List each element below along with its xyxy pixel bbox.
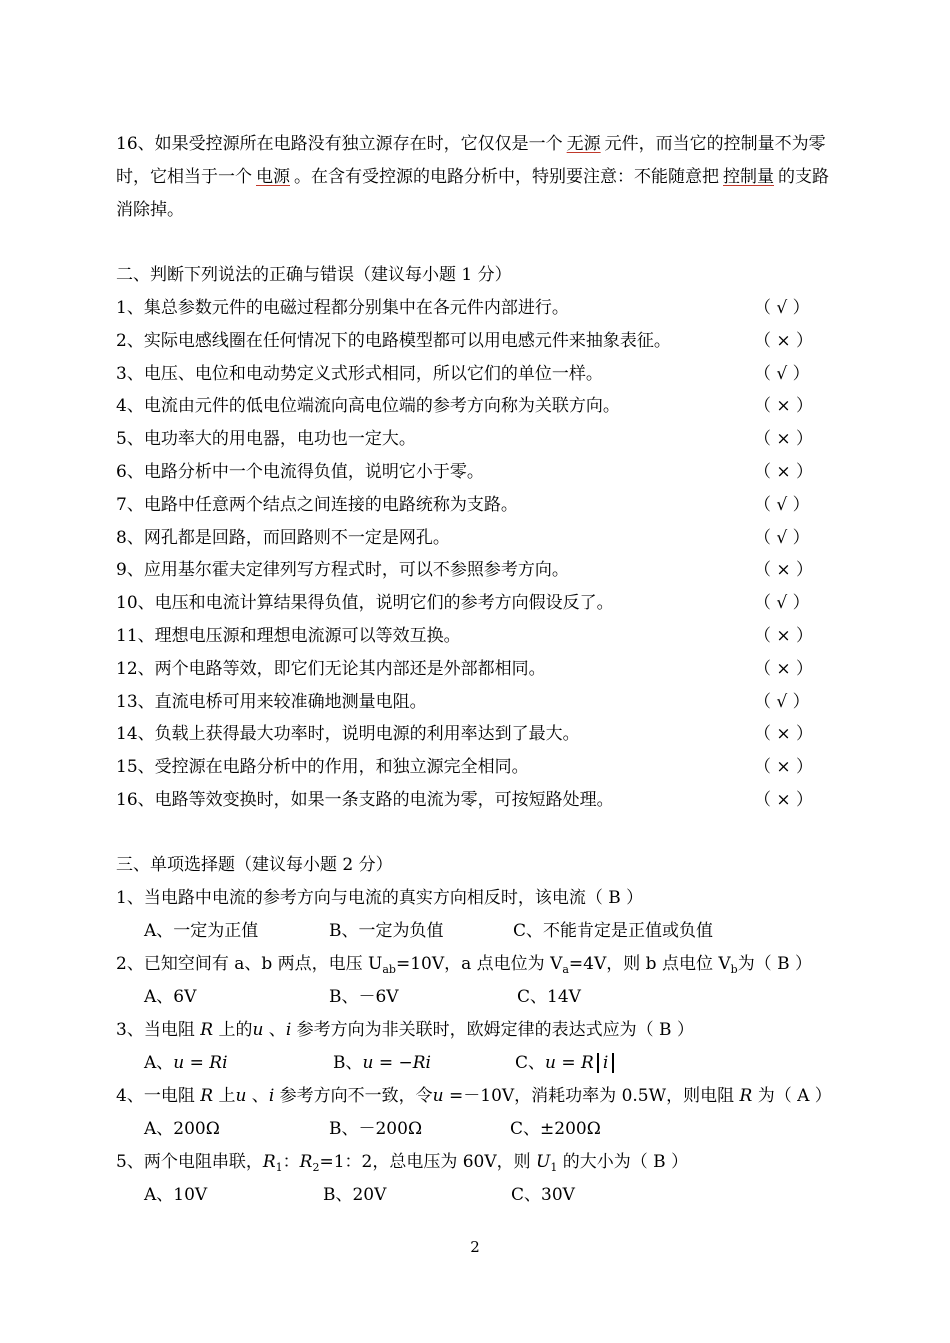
mc-q2-text-1: 2、已知空间有 a、b 两点，电压 U [116, 954, 383, 974]
mc-q4-stem [116, 1085, 832, 1107]
mc-q5-option-a: A、10V [144, 1185, 208, 1205]
judgement-statement: 8、网孔都是回路，而回路则不一定是网孔。 [116, 528, 450, 548]
judgement-answer: （ × ） [754, 757, 814, 777]
mc-q4-text-4: 参考方向不一致，令 [274, 1086, 433, 1106]
judgement-statement: 16、电路等效变换时，如果一条支路的电流为零，可按短路处理。 [116, 790, 614, 810]
mc-q3-option-a-label: A、 [144, 1053, 174, 1073]
mc-q2-sub-a: a [562, 963, 569, 976]
mc-q2-sub-ab: ab [382, 963, 396, 976]
mc-q1-option-b: B、一定为负值 [329, 921, 444, 941]
mc-q3-option-a [144, 1052, 228, 1074]
mc-q1-option-a: A、一定为正值 [144, 921, 259, 941]
mc-q4-u-symbol: u [235, 1086, 247, 1106]
q16-text-2: 元件，而当它的控制量不为零时，它相当于一个 [116, 134, 826, 187]
mc-q4-text-5: =－10V，消耗功率为 0.5W，则电阻 [443, 1086, 740, 1106]
mc-q5-option-c: C、30V [511, 1185, 575, 1205]
judgement-answer: （ × ） [754, 396, 814, 416]
q16-blank-1: 无源 [566, 134, 601, 154]
judgement-statement: 12、两个电路等效，即它们无论其内部还是外部都相同。 [116, 659, 546, 679]
mc-q3-text-2: 上的 [213, 1020, 253, 1040]
mc-q3-option-c-expr: u = R [545, 1053, 594, 1073]
judgement-answer: （ × ） [754, 462, 814, 482]
q16-blank-2: 电源 [256, 167, 290, 187]
mc-q4-u2-symbol: u [432, 1086, 444, 1106]
mc-q4-text-2: 上 [213, 1086, 236, 1106]
mc-q2-text-3: =4V，则 b 点电位 V [568, 954, 731, 974]
mc-q2-option-b: B、－6V [329, 987, 399, 1007]
mc-q3-option-b-expr: u = −Ri [362, 1053, 431, 1073]
mc-q4-option-c: C、±200Ω [510, 1119, 601, 1139]
judgement-statement: 1、集总参数元件的电磁过程都分别集中在各元件内部进行。 [116, 298, 569, 318]
section2-title: 二、判断下列说法的正确与错误（建议每小题 1 分） [116, 265, 512, 285]
mc-q5-text-1: 5、两个电阻串联， [116, 1152, 263, 1172]
judgement-statement: 3、电压、电位和电动势定义式形式相同，所以它们的单位一样。 [116, 364, 603, 384]
judgement-statement: 4、电流由元件的低电位端流向高电位端的参考方向称为关联方向。 [116, 396, 620, 416]
mc-q3-text-3: 、 [263, 1020, 286, 1040]
judgement-answer: （ √ ） [754, 593, 810, 613]
mc-q2-sub-b: b [730, 963, 738, 976]
judgement-answer: （ × ） [754, 724, 814, 744]
judgement-answer: （ √ ） [754, 364, 810, 384]
q16-text-4: 的支路消除掉。 [116, 167, 829, 220]
mc-q3-option-a-expr: u = Ri [173, 1053, 228, 1073]
mc-q3-option-b-label: B、 [333, 1053, 363, 1073]
section3-title: 三、单项选择题（建议每小题 2 分） [116, 855, 393, 875]
mc-q5-sub-3: 1 [550, 1161, 558, 1174]
mc-q3-text-4: 参考方向为非关联时，欧姆定律的表达式应为（ B ） [291, 1020, 694, 1040]
judgement-statement: 2、实际电感线圈在任何情况下的电路模型都可以用电感元件来抽象表征。 [116, 331, 671, 351]
judgement-answer: （ × ） [754, 331, 814, 351]
mc-q4-text-3: 、 [246, 1086, 269, 1106]
mc-q5-r1-symbol: R [262, 1152, 276, 1172]
mc-q4-r-symbol: R [200, 1086, 214, 1106]
judgement-statement: 7、电路中任意两个结点之间连接的电路统称为支路。 [116, 495, 518, 515]
mc-q3-option-b [333, 1052, 431, 1074]
judgement-answer: （ × ） [754, 659, 814, 679]
mc-q2-text-4: 为（ B ） [737, 954, 812, 974]
mc-q5-text-3: =1：2，总电压为 60V，则 [319, 1152, 537, 1172]
mc-q3-option-c-abs: i [597, 1053, 614, 1073]
mc-q5-stem [116, 1151, 688, 1179]
judgement-statement: 13、直流电桥可用来较准确地测量电阻。 [116, 692, 427, 712]
mc-q2-stem [116, 953, 812, 981]
judgement-answer: （ × ） [754, 429, 814, 449]
judgement-answer: （ √ ） [754, 528, 810, 548]
mc-q3-text-1: 3、当电阻 [116, 1020, 201, 1040]
judgement-statement: 9、应用基尔霍夫定律列写方程式时，可以不参照参考方向。 [116, 560, 569, 580]
mc-q5-text-4: 的大小为（ B ） [557, 1152, 689, 1172]
q16-blank-3: 控制量 [723, 167, 774, 187]
mc-q1-option-c: C、不能肯定是正值或负值 [513, 921, 714, 941]
mc-q4-r2-symbol: R [739, 1086, 753, 1106]
judgement-answer: （ √ ） [754, 692, 810, 712]
mc-q3-option-c [515, 1052, 614, 1074]
judgement-answer: （ × ） [754, 790, 814, 810]
mc-q5-sub-1: 1 [275, 1161, 283, 1174]
judgement-answer: （ √ ） [754, 298, 810, 318]
mc-q3-stem [116, 1019, 694, 1041]
judgement-statement: 15、受控源在电路分析中的作用，和独立源完全相同。 [116, 757, 529, 777]
mc-q1-stem: 1、当电路中电流的参考方向与电流的真实方向相反时，该电流（ B ） [116, 888, 644, 908]
judgement-statement: 5、电功率大的用电器，电功也一定大。 [116, 429, 416, 449]
mc-q4-i-symbol: i [268, 1086, 275, 1106]
judgement-statement: 10、电压和电流计算结果得负值，说明它们的参考方向假设反了。 [116, 593, 614, 613]
mc-q4-text-6: 为（ A ） [752, 1086, 832, 1106]
q16-paragraph [116, 128, 838, 227]
judgement-statement: 14、负载上获得最大功率时，说明电源的利用率达到了最大。 [116, 724, 580, 744]
mc-q4-text-1: 4、一电阻 [116, 1086, 201, 1106]
judgement-statement: 6、电路分析中一个电流得负值，说明它小于零。 [116, 462, 484, 482]
judgement-statement: 11、理想电压源和理想电流源可以等效互换。 [116, 626, 461, 646]
q16-text-1: 16、如果受控源所在电路没有独立源存在时，它仅仅是一个 [116, 134, 563, 154]
mc-q5-r2-symbol: R [299, 1152, 313, 1172]
mc-q4-option-b: B、－200Ω [329, 1119, 423, 1139]
mc-q5-u-symbol: U [536, 1152, 551, 1172]
mc-q5-option-b: B、20V [323, 1185, 387, 1205]
mc-q2-option-a: A、6V [144, 987, 197, 1007]
judgement-answer: （ × ） [754, 626, 814, 646]
mc-q3-i-symbol: i [285, 1020, 292, 1040]
mc-q2-text-2: =10V，a 点电位为 V [395, 954, 563, 974]
mc-q3-u-symbol: u [252, 1020, 264, 1040]
mc-q5-text-2: ： [282, 1152, 300, 1172]
page-number: 2 [470, 1238, 480, 1256]
mc-q2-option-c: C、14V [517, 987, 581, 1007]
judgement-answer: （ √ ） [754, 495, 810, 515]
q16-text-3: 。在含有受控源的电路分析中，特别要注意：不能随意把 [294, 167, 719, 187]
mc-q3-r-symbol: R [200, 1020, 214, 1040]
mc-q3-option-c-label: C、 [515, 1053, 546, 1073]
mc-q5-sub-2: 2 [312, 1161, 320, 1174]
judgement-answer: （ × ） [754, 560, 814, 580]
mc-q4-option-a: A、200Ω [144, 1119, 220, 1139]
